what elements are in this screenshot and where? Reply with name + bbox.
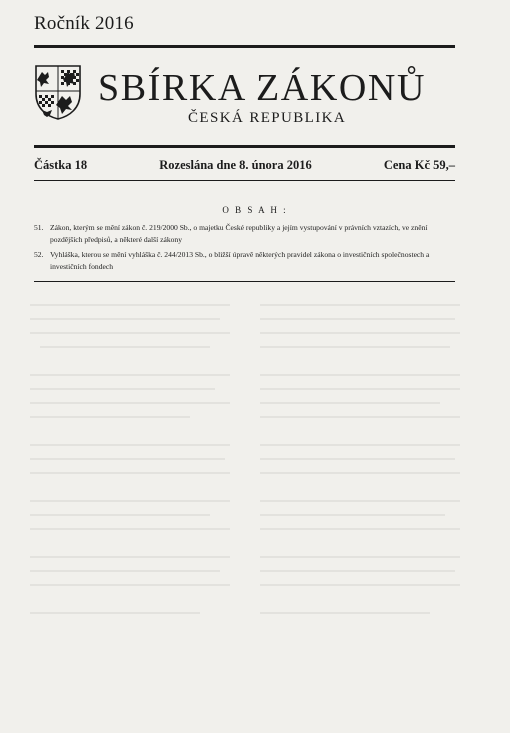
- header-bottom-rule: [34, 145, 455, 148]
- table-of-contents: [34, 222, 455, 276]
- issue-info-row: [34, 158, 455, 173]
- state-emblem-icon: [34, 64, 82, 120]
- country-subtitle: ČESKÁ REPUBLIKA: [188, 110, 347, 126]
- issue-info-rule: [34, 180, 455, 181]
- contents-bottom-rule: [34, 281, 455, 282]
- issue-part: Částka 18: [34, 158, 88, 172]
- top-rule: [34, 45, 455, 48]
- toc-item: [34, 249, 455, 273]
- show-through-texture: [30, 295, 460, 625]
- toc-item-number: 51.: [34, 223, 44, 232]
- year-label: Ročník 2016: [34, 13, 134, 34]
- issue-distribution-date: Rozeslána dne 8. února 2016: [159, 158, 312, 172]
- gazette-title: SBÍRKA ZÁKONŮ: [98, 67, 426, 109]
- contents-heading: O B S A H :: [222, 205, 288, 215]
- issue-price: Cena Kč 59,–: [383, 158, 455, 172]
- toc-item: [34, 222, 455, 246]
- toc-item-text: Vyhláška, kterou se mění vyhláška č. 244/2013 Sb., o bližší úpravě některých pravidel zákona o investičních společnostech a investičních fondech: [50, 250, 430, 271]
- toc-item-text: Zákon, kterým se mění zákon č. 219/2000 Sb., o majetku České republiky a jejím vystupování v právních vztazích, ve znění pozdějších předpisů, a některé další zákony: [50, 223, 428, 244]
- toc-item-number: 52.: [34, 250, 44, 259]
